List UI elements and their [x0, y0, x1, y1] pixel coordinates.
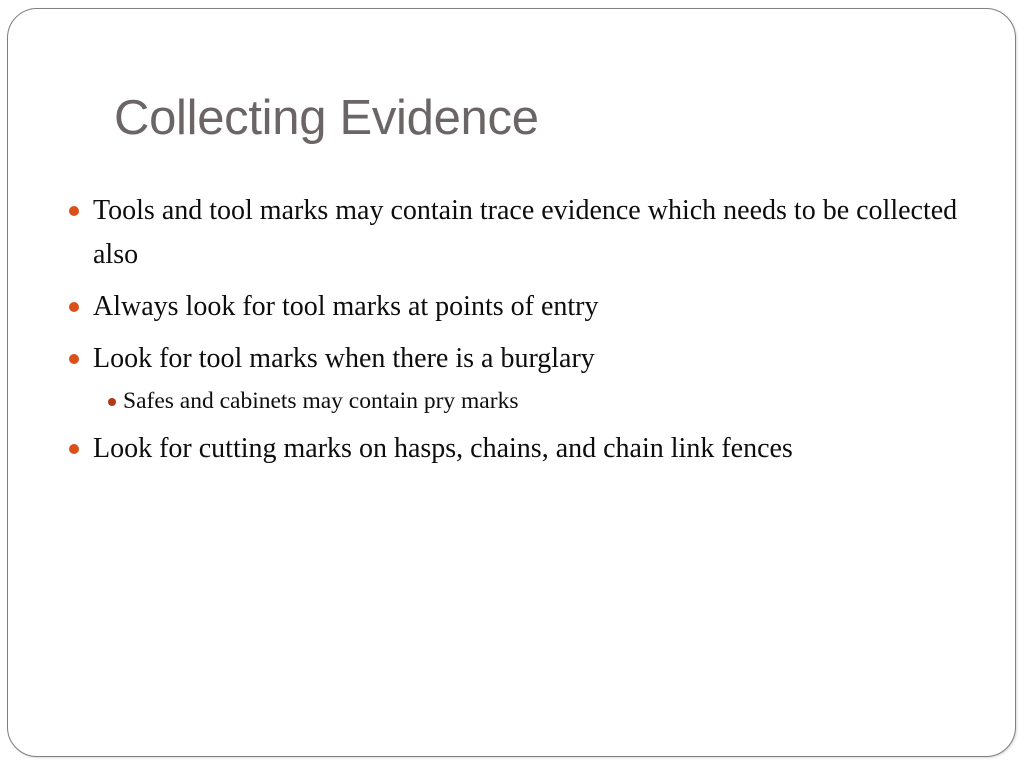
sub-bullet-text: Safes and cabinets may contain pry marks [123, 388, 519, 414]
bullet-icon [69, 302, 79, 312]
bullet-text: Look for tool marks when there is a burglary [93, 343, 595, 374]
bullet-list [66, 189, 966, 479]
bullet-text: Look for cutting marks on hasps, chains, and chain link fences [93, 433, 793, 464]
sub-bullet-item [66, 384, 966, 418]
bullet-text: Always look for tool marks at points of entry [93, 291, 599, 322]
bullet-item [66, 285, 966, 329]
bullet-item [66, 189, 966, 277]
slide-frame [7, 8, 1016, 757]
sub-bullet-icon [108, 398, 116, 406]
bullet-icon [69, 206, 79, 216]
bullet-icon [69, 354, 79, 364]
slide-title: Collecting Evidence [114, 91, 539, 145]
bullet-icon [69, 444, 79, 454]
bullet-item [66, 337, 966, 381]
bullet-text: Tools and tool marks may contain trace evidence which needs to be collected also [93, 195, 958, 270]
bullet-item [66, 427, 966, 471]
